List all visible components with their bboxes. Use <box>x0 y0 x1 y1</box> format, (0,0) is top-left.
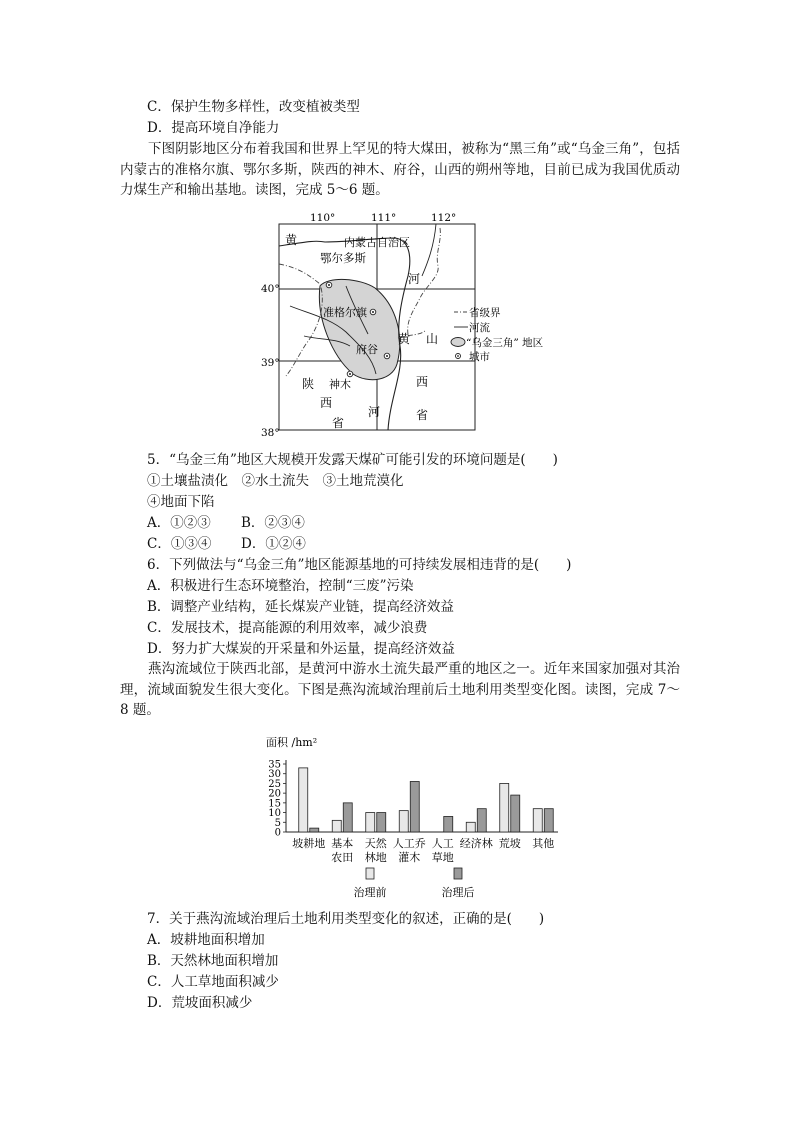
y-tick-label: 25 <box>268 778 281 790</box>
q5-option-a: A．①②③ <box>147 515 211 531</box>
legend-swatch <box>366 868 374 879</box>
bar <box>466 822 475 832</box>
q5-option-d: D．①②④ <box>241 536 306 552</box>
lon-label-112: 112° <box>431 212 457 224</box>
q4-option-d: D．提高环境自净能力 <box>147 120 280 136</box>
bar <box>477 809 486 832</box>
category-label: 天然 <box>364 837 387 850</box>
label-eerduosi: 鄂尔多斯 <box>320 251 366 265</box>
y-tick-label: 0 <box>274 827 281 839</box>
category-label: 荒坡 <box>498 837 521 850</box>
map-legend <box>451 306 544 363</box>
legend-area: “乌金三角” 地区 <box>466 337 544 349</box>
legend-boundary: 省级界 <box>469 307 501 319</box>
y-tick-label: 10 <box>268 808 281 820</box>
q6-stem: 6．下列做法与“乌金三角”地区能源基地的可持续发展相违背的是( ) <box>147 557 572 573</box>
lat-label-39: 39° <box>261 357 280 369</box>
lon-label-110: 110° <box>310 212 336 224</box>
q6-option-b: B．调整产业结构，延长煤炭产业链，提高经济效益 <box>147 599 454 615</box>
label-fugu: 府谷 <box>356 343 378 356</box>
label-shan-mid: 山 <box>426 332 439 346</box>
category-label: 人工乔 <box>392 837 426 850</box>
category-label: 人工 <box>431 837 454 850</box>
category-label: 林地 <box>364 851 387 864</box>
q7-stem: 7．关于燕沟流域治理后土地利用类型变化的叙述，正确的是( ) <box>147 911 545 927</box>
bar <box>399 811 408 832</box>
label-xi-left: 西 <box>320 396 333 410</box>
intro-paragraph-2: 燕沟流域位于陕西北部，是黄河中游水土流失最严重的地区之一。近年来国家加强对其治理，流域面貌发生很大变化。下图是燕沟流域治理前后土地利用类型变化图。读图，完成 7～8 题。 <box>120 661 680 718</box>
label-sheng-left: 省 <box>332 416 345 430</box>
y-tick-label: 35 <box>268 759 281 771</box>
bar <box>366 813 375 832</box>
category-label: 农田 <box>331 851 354 864</box>
category-label: 草地 <box>431 851 454 864</box>
q5-option-b: B．②③④ <box>241 515 305 531</box>
chart-y-label: 面积 /hm² <box>266 736 318 749</box>
lon-label-111: 111° <box>371 212 397 224</box>
q5-stem: 5．“乌金三角”地区大规模开发露天煤矿可能引发的环境问题是( ) <box>147 452 558 468</box>
lat-label-40: 40° <box>261 283 280 295</box>
boundary-nmg-shaanxi <box>279 264 322 376</box>
q7-option-d: D．荒坡面积减少 <box>147 995 253 1011</box>
q6-option-c: C．发展技术，提高能源的利用效率，减少浪费 <box>147 620 428 636</box>
category-label: 坡耕地 <box>292 837 326 850</box>
label-xi-right: 西 <box>416 375 429 389</box>
bar <box>511 795 520 832</box>
q7-option-b: B．天然林地面积增加 <box>147 953 279 969</box>
label-huang-top: 黄 <box>285 233 298 247</box>
intro-paragraph-1: 下图阴影地区分布着我国和世界上罕见的特大煤田，被称为“黑三角”或“乌金三角”，包括内蒙古的准格尔旗、鄂尔多斯，陕西的神木、府谷，山西的朔州等地，目前已成为我国优质动力煤生产和输出基地。读图，完成 5～6 题。 <box>120 141 680 198</box>
q7-option-a: A．坡耕地面积增加 <box>147 932 265 948</box>
land-use-bar-chart <box>258 728 578 903</box>
q5-options-ab <box>147 514 305 532</box>
bar <box>343 803 352 832</box>
category-label: 灌木 <box>398 851 421 864</box>
label-huang-mid: 黄 <box>398 332 411 346</box>
q6-option-d: D．努力扩大煤炭的开采量和外运量，提高经济效益 <box>147 641 455 657</box>
q6-option-a: A．积极进行生态环境整治，控制“三废”污染 <box>147 578 414 594</box>
bar <box>310 828 319 832</box>
label-nmg: 内蒙古自治区 <box>344 236 410 249</box>
category-label: 其他 <box>532 837 555 850</box>
q7-option-c: C．人工草地面积减少 <box>147 974 279 990</box>
coal-triangle-map <box>250 206 794 446</box>
lat-label-38: 38° <box>261 427 280 439</box>
bar <box>544 809 553 832</box>
wujin-triangle-area <box>319 279 399 379</box>
q5-items-1: ①土壤盐渍化 ②水土流失 ③土地荒漠化 <box>147 473 404 489</box>
bar <box>410 781 419 832</box>
y-tick-label: 15 <box>268 798 281 810</box>
legend-swatch <box>454 868 462 879</box>
legend-city: 城市 <box>469 351 490 363</box>
bar <box>299 768 308 832</box>
label-shenmu: 神木 <box>329 378 351 391</box>
q5-options-cd <box>147 535 306 553</box>
category-label: 经济林 <box>459 837 493 850</box>
category-label: 基本 <box>331 837 354 850</box>
y-tick-label: 20 <box>268 788 281 800</box>
tributary-river-4 <box>422 224 436 276</box>
label-he-bottom: 河 <box>368 405 381 419</box>
q5-option-c: C．①③④ <box>147 536 212 552</box>
q4-option-c: C．保护生物多样性，改变植被类型 <box>147 99 360 115</box>
q5-items-2: ④地面下陷 <box>147 494 215 510</box>
bar <box>377 813 386 832</box>
legend-label: 治理前 <box>353 886 387 899</box>
label-he-top: 河 <box>408 272 421 286</box>
y-tick-label: 30 <box>268 769 281 781</box>
legend-label: 治理后 <box>441 886 475 899</box>
y-tick-label: 5 <box>274 817 281 829</box>
bar <box>332 820 341 832</box>
legend-river: 河流 <box>469 322 490 334</box>
bar <box>444 816 453 832</box>
bar <box>533 809 542 832</box>
label-sheng-right: 省 <box>416 408 429 422</box>
bar <box>500 783 509 832</box>
label-zhungeer: 准格尔旗 <box>323 306 367 319</box>
label-shaan: 陕 <box>302 377 315 391</box>
